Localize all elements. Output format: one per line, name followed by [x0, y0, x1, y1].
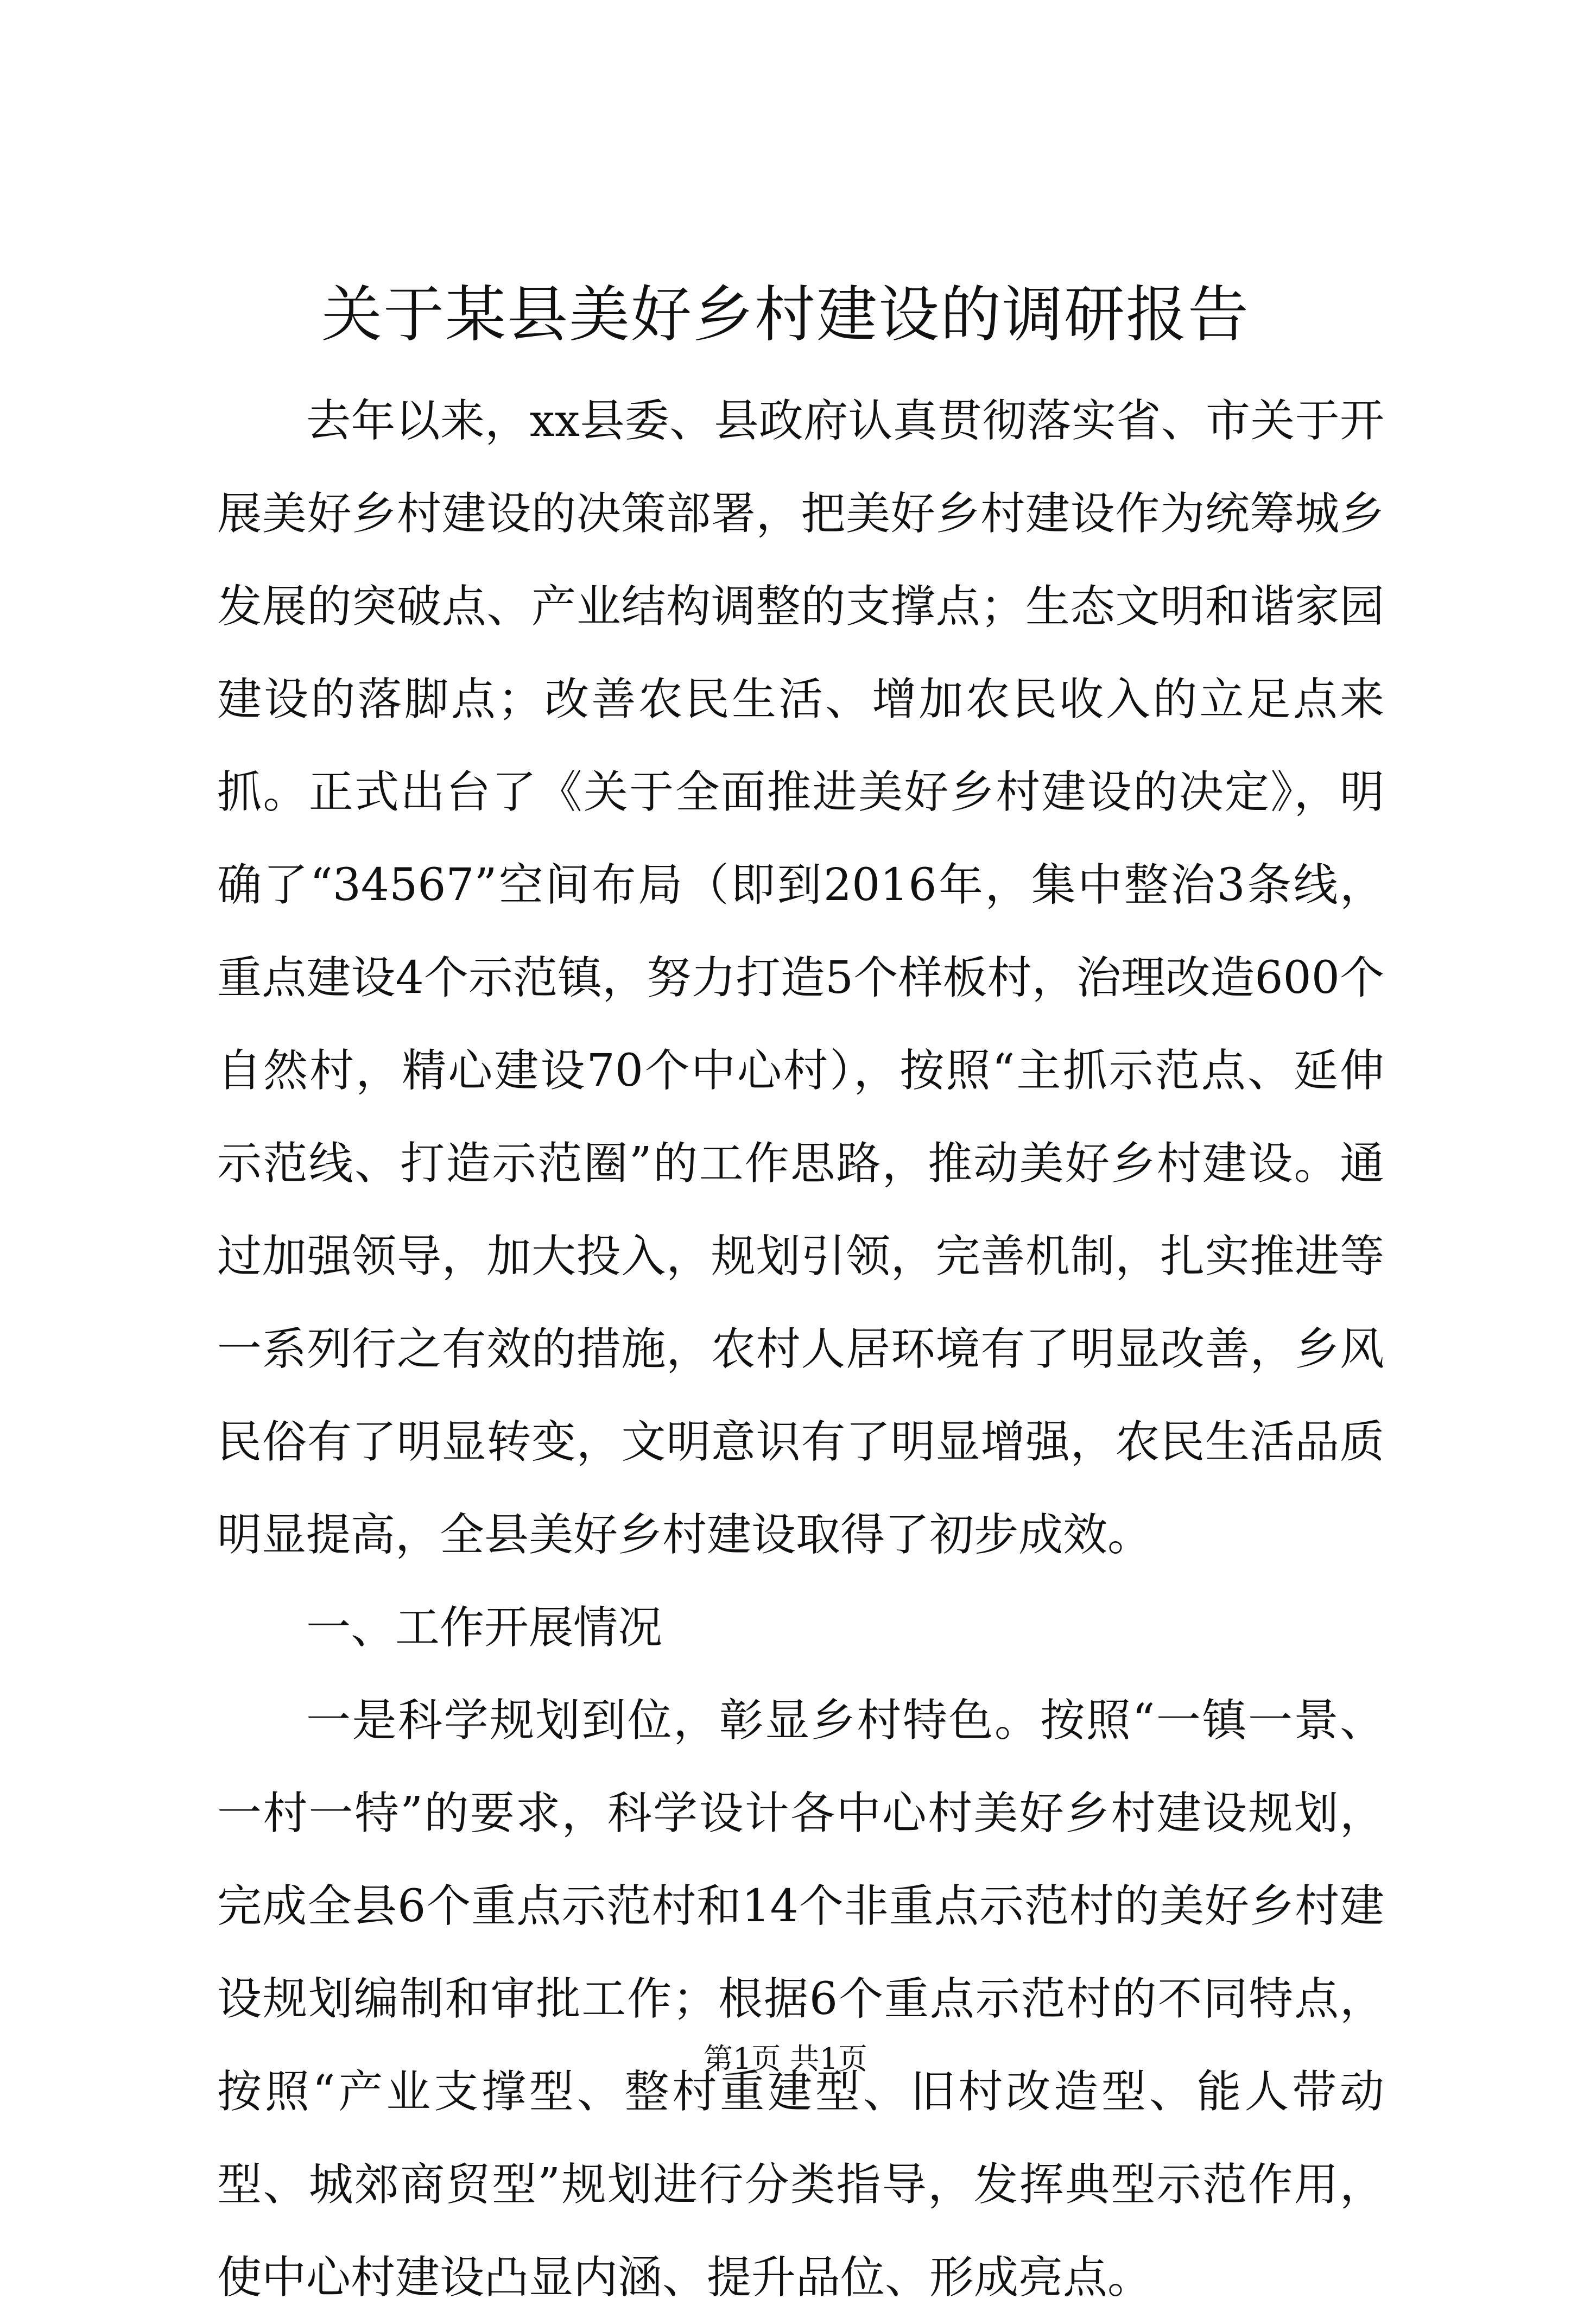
document-title: 关于某县美好乡村建设的调研报告 — [321, 280, 1250, 350]
section-paragraph: 一是科学规划到位，彰显乡村特色。按照“一镇一景、一村一特”的要求，科学设计各中心村美好乡村建设规划，完成全县6个重点示范村和14个非重点示范村的美好乡村建设规划编制和审批工作；根据6个重点示范村的不同特点，按照“产业支撑型、整村重建型、旧村改造型、能人带动型、城郊商贸型”规划进行分类指导，发挥典型示范作用，使中心村建设凸显内涵、提升品位、形成亮点。 — [217, 1695, 1384, 2303]
section-heading: 一、工作开展情况 — [306, 1602, 663, 1654]
page-footer: 第1页 共1页 — [704, 2042, 867, 2076]
intro-paragraph: 去年以来，xx县委、县政府认真贯彻落实省、市关于开展美好乡村建设的决策部署，把美好乡村建设作为统筹城乡发展的突破点、产业结构调整的支撑点；生态文明和谐家园建设的落脚点；改善农民生活、增加农民收入的立足点来抓。正式出台了《关于全面推进美好乡村建设的决定》，明确了“34567”空间布局（即到2016年，集中整治3条线，重点建设4个示范镇，努力打造5个样板村，治理改造600个自然村，精心建设70个中心村），按照“主抓示范点、延伸示范线、打造示范圈”的工作思路，推动美好乡村建设。通过加强领导，加大投入，规划引领，完善机制，扎实推进等一系列行之有效的措施，农村人居环境有了明显改善，乡风民俗有了明显转变，文明意识有了明显增强，农民生活品质明显提高，全县美好乡村建设取得了初步成效。 — [217, 395, 1384, 1561]
document-body — [217, 375, 1384, 2324]
